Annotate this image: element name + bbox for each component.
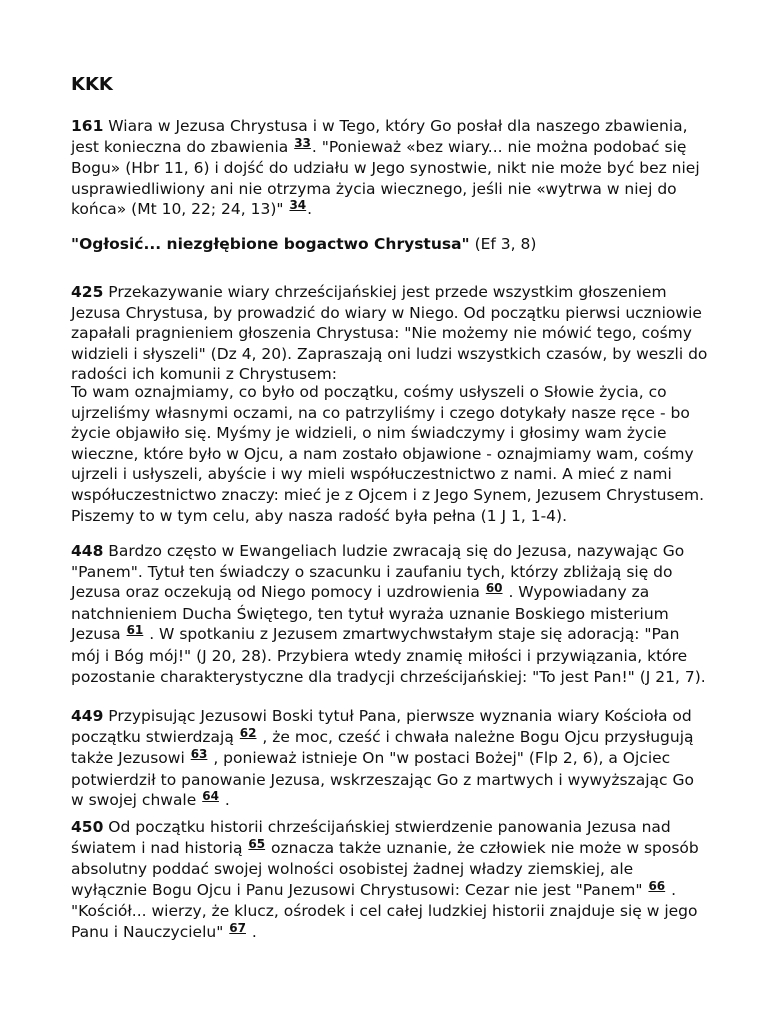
footnote-link-67[interactable]: 67 [229,920,246,935]
paragraph-text: oznacza także uznanie, że człowiek nie może w sposób absolutny poddać swojej wolności osobistej żadnej władzy ziemskiej, ale wyłącznie Bogu Ojcu i Panu Jezusowi Chrystusowi: Cezar nie jest "Panem" [71,838,699,899]
footnote-link-65[interactable]: 65 [248,836,266,851]
document-heading: KKK [71,74,113,95]
paragraph-number: 449 [71,707,104,725]
paragraph-text: . "Kościół... wierzy, że klucz, ośrodek i cel całej ludzkiej historii znajduje się w jego Panu i Nauczycielu" [71,880,698,941]
paragraph-text: . "Ponieważ «bez wiary... nie można podobać się Bogu» (Hbr 11, 6) i dojść do udziału w Jego synostwie, nikt nie może być bez niej usprawiedliwiony ani nie otrzyma życia wiecznego, jeśli nie «wytrwa w niej do końca» (Mt 10, 22; 24, 13)" [71,137,700,219]
paragraph-number: 448 [71,542,104,560]
footnote-link-61[interactable]: 61 [126,623,144,638]
paragraph-450 [71,817,711,944]
paragraph-text: Wiara w Jezusa Chrystusa i w Tego, który Go posłał dla naszego zbawienia, jest konieczna do zbawienia [71,117,688,156]
paragraph-text: . W spotkaniu z Jezusem zmartwychwstałym staje się adoracją: "Pan mój i Bóg mój!" (J 20, 28). Przybiera wtedy znamię miłości i przywiązania, które pozostanie charakterystyczne dla tradycji chrześcijańskiej: "To jest Pan!" (J 21, 7). [71,625,706,686]
paragraph-text: Przypisując Jezusowi Boski tytuł Pana, pierwsze wyznania wiary Kościoła od początku stwierdzają [71,707,692,746]
paragraph-text: . [246,922,257,941]
section-reference: (Ef 3, 8) [469,235,537,253]
section-heading [71,234,711,255]
paragraph-number: 425 [71,283,104,301]
footnote-link-62[interactable]: 62 [239,725,257,740]
paragraph-425 [71,282,711,385]
footnote-link-33[interactable]: 33 [294,135,311,150]
paragraph-text: , że moc, cześć i chwała należne Bogu Ojcu przysługują także Jezusowi [71,727,694,768]
scripture-quote: To wam oznajmiamy, co było od początku, cośmy usłyszeli o Słowie życia, co ujrzeliśmy własnymi oczami, na co patrzyliśmy i czego dotykały nasze ręce - bo życie objawiło się. Myśmy je widzieli, o nim świadczymy i głosimy wam życie wieczne, które było w Ojcu, a nam zostało objawione - oznajmiamy wam, cośmy ujrzeli i usłyszeli, abyście i wy mieli współuczestnictwo z nami. A mieć z nami współuczestnictwo znaczy: mieć je z Ojcem i z Jego Synem, Jezusem Chrystusem. Piszemy to w tym celu, aby nasza radość była pełna (1 J 1, 1-4). [71,383,705,525]
footnote-link-34[interactable]: 34 [289,198,307,213]
paragraph-161 [71,116,711,221]
footnote-link-60[interactable]: 60 [485,581,503,596]
paragraph-text: Przekazywanie wiary chrześcijańskiej jest przede wszystkim głoszeniem Jezusa Chrystusa, by prowadzić do wiary w Niego. Od początku pierwsi uczniowie zapałali pragnieniem głoszenia Chrystusa: "Nie możemy nie mówić tego, cośmy widzieli i słyszeli" (Dz 4, 20). Zapraszają oni ludzi wszystkich czasów, by weszli do radości ich komunii z Chrystusem: [71,283,708,384]
paragraph-text: . [219,791,230,810]
paragraph-text: . Wypowiadany za natchnieniem Ducha Świętego, ten tytuł wyraża uznanie Boskiego misterium Jezusa [71,583,669,644]
paragraph-text: Od początku historii chrześcijańskiej stwierdzenie panowania Jezusa nad światem i nad historią [71,818,671,857]
paragraph-number: 450 [71,818,104,836]
section-title: "Ogłosić... niezgłębione bogactwo Chrystusa" [71,235,470,253]
footnote-link-66[interactable]: 66 [648,878,666,893]
paragraph-number: 161 [71,117,104,135]
paragraph-text: , ponieważ istnieje On "w postaci Bożej" (Flp 2, 6), a Ojciec potwierdził to panowanie Jezusa, wskrzeszając Go z martwych i wywyższając Go w swojej chwale [71,749,694,810]
paragraph-449 [71,706,711,812]
footnote-link-63[interactable]: 63 [190,747,208,762]
paragraph-448 [71,541,711,687]
footnote-link-64[interactable]: 64 [202,789,219,804]
paragraph-text: Bardzo często w Ewangeliach ludzie zwracają się do Jezusa, nazywając Go "Panem". Tytuł ten świadczy o szacunku i zaufaniu tych, którzy zbliżają się do Jezusa oraz oczekują od Niego pomocy i uzdrowienia [71,542,685,602]
paragraph-text: . [307,200,313,219]
